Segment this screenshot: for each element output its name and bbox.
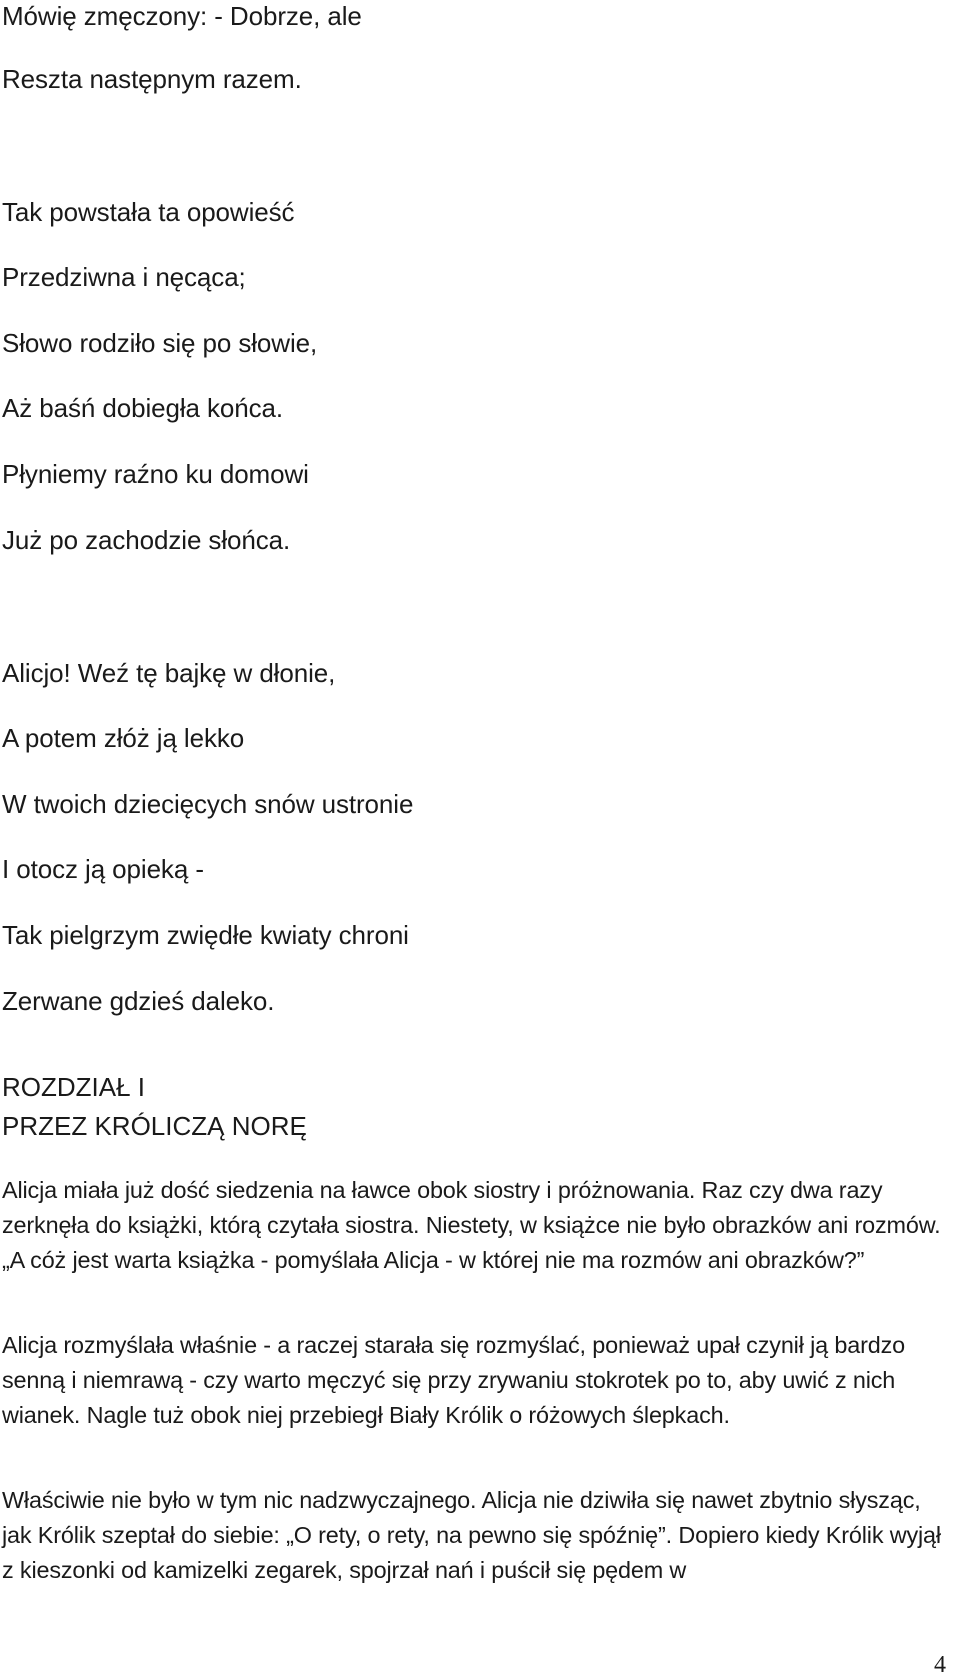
page-number: 4 [934, 1652, 946, 1678]
poem-line: A potem złóż ją lekko [2, 723, 245, 753]
poem-line: Płyniemy raźno ku domowi [2, 459, 309, 489]
poem-line: W twoich dziecięcych snów ustronie [2, 789, 414, 819]
chapter-number: ROZDZIAŁ I [2, 1072, 146, 1102]
poem-line: Reszta następnym razem. [2, 64, 302, 94]
poem-line: Aż baśń dobiegła końca. [2, 393, 284, 423]
poem-line: Słowo rodziło się po słowie, [2, 328, 318, 358]
poem-line: Przedziwna i nęcąca; [2, 262, 246, 292]
paragraph: Alicja miała już dość siedzenia na ławce obok siostry i próżnowania. Raz czy dwa razy zerknęła do książki, którą czytała siostra. Niestety, w książce nie było obrazków ani rozmów. „A cóż jest warta książka - pomyślała Alicja - w której nie ma rozmów ani obrazków?” [2, 1177, 941, 1273]
poem-line: Tak pielgrzym zwiędłe kwiaty chroni [2, 920, 409, 950]
paragraph: Alicja rozmyślała właśnie - a raczej starała się rozmyślać, ponieważ upał czynił ją bardzo senną i niemrawą - czy warto męczyć się przy zrywaniu stokrotek po to, aby uwić z nich wianek. Nagle tuż obok niej przebiegł Biały Królik o różowych ślepkach. [2, 1332, 905, 1428]
paragraph: Właściwie nie było w tym nic nadzwyczajnego. Alicja nie dziwiła się nawet zbytnio słysząc, jak Królik szeptał do siebie: „O rety, o rety, na pewno się spóźnię”. Dopiero kiedy Królik wyjął z kieszonki od kamizelki zegarek, spojrzał nań i puścił się pędem w [2, 1487, 941, 1583]
poem-line: I otocz ją opieką - [2, 854, 204, 884]
poem-line: Zerwane gdzieś daleko. [2, 986, 275, 1016]
poem-line: Tak powstała ta opowieść [2, 197, 295, 227]
poem-line: Mówię zmęczony: - Dobrze, ale [2, 1, 362, 31]
poem-line: Alicjo! Weź tę bajkę w dłonie, [2, 658, 336, 688]
chapter-title: PRZEZ KRÓLICZĄ NORĘ [2, 1111, 307, 1141]
poem-line: Już po zachodzie słońca. [2, 525, 291, 555]
